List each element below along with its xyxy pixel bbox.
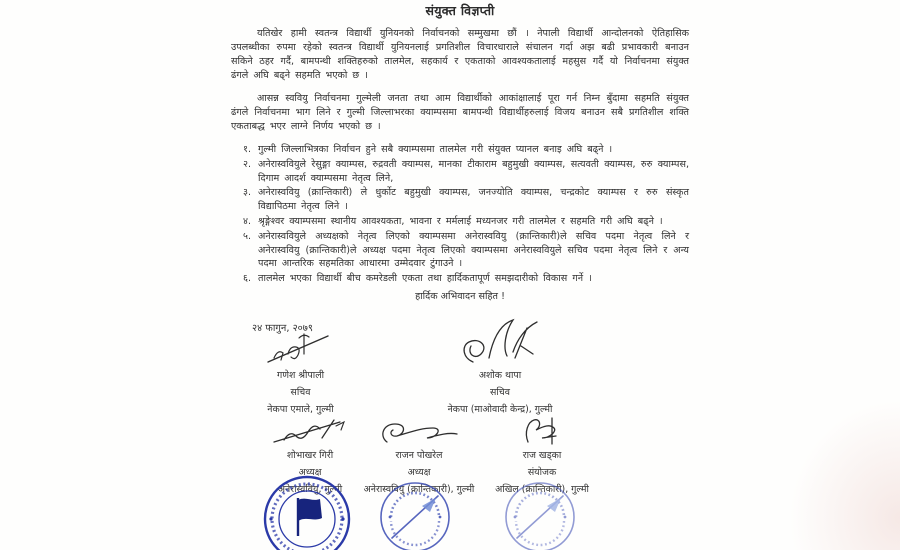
list-item-text: अनेरास्ववियुले रेसुङ्गा क्याम्पस, रुद्रवती क्याम्पस, मानका टीकाराम बहुमुखी क्याम्पस, सत्यवती क्याम्पस, रुरु क्याम्पस, दिगाम आदर्श क्याम्पसमा नेतृत्व लिने, [258, 158, 689, 184]
signatory-org: नेकपा एमाले, गुल्मी [267, 404, 334, 415]
document-title: संयुक्त विज्ञप्ती [425, 3, 495, 18]
list-item-text: तालमेल भएका विद्यार्थी बीच कमरेडली एकता तथा हार्दिकतापूर्ण समझदारीको विकास गर्ने । [258, 273, 592, 285]
document-body [231, 2, 689, 302]
signature-ashok-icon [455, 318, 545, 366]
signatory-org: अखिल (क्रान्तिकारी), गुल्मी [495, 484, 589, 495]
signatory-name: गणेश श्रीपाली [276, 370, 324, 381]
date-line: २४ फागुन, २०७९ [252, 323, 313, 334]
paragraph-1: यतिखेर हामी स्वतन्त्र विद्यार्थी युनियनको निर्वाचनको सम्मुखमा छौं । नेपाली विद्यार्थी आन्दोलनको ऐतिहासिक उपलब्धीका रुपमा रहेको स्वतन्त्र विद्यार्थी युनियनलाई प्रगतिशील विचारधाराले संचालन गर्दा अझ बढी प्रभावकारी बनाउन सकिने ठहर गर्दै, बामपन्थी शक्तिहरुको तालमेल, सहकार्य र एकताको आवश्यकतालाई महसुस गर्दै यो निर्वाचनमा संयुक्त ढंगले अघि बढ्ने सहमति भएको छ । [231, 28, 689, 81]
signatory-org: अनेरास्ववियु, गुल्मी [277, 484, 343, 495]
list-item [231, 158, 689, 186]
list-item-text: श्रृङ्गेश्वर क्याम्पसमा स्थानीय आवश्यकता, भावना र मर्मलाई मध्यनजर गरी तालमेल र सहमति गरी अघि बढ्ने । [258, 215, 663, 227]
signature-shobhakhar-icon [270, 418, 350, 446]
signatory-org: अनेरास्ववियु (क्रान्तिकारी), गुल्मी [363, 484, 475, 495]
list-item [231, 215, 689, 229]
signatory-name: राजन पोखरेल [395, 450, 443, 461]
paragraph-2: आसन्न स्ववियु निर्वाचनमा गुल्मेली जनता तथा आम विद्यार्थीको आकांक्षालाई पूरा गर्न निम्न बुँदामा सहमति संयुक्त ढंगले निर्वाचनमा भाग लिने र गुल्मी जिल्लाभरका क्याम्पसमा बामपन्थी विद्यार्थीहरुलाई विजय बनाउन सबै प्रगतिशील शक्ति एकताबद्ध भएर लाग्ने निर्णय भएको छ । [231, 93, 689, 132]
signatory-role: सचिव [490, 387, 510, 398]
list-item [231, 186, 689, 214]
signatory-role: अध्यक्ष [407, 467, 431, 478]
flag-pole-stamp-faded-icon [503, 480, 577, 550]
signatory-name: अशोक थापा [478, 370, 522, 381]
signature-rajan-icon [377, 420, 461, 446]
signatory-ashok-thapa [420, 318, 580, 415]
closing-salutation: हार्दिक अभिवादन सहित ! [415, 290, 505, 302]
signatory-org: नेकपा (माओवादी केन्द्र), गुल्मी [447, 404, 553, 415]
signatory-role: सचिव [290, 387, 311, 398]
signature-raj-icon [520, 416, 564, 446]
list-item-number: १. [243, 144, 252, 155]
list-item-number: २. [243, 158, 252, 170]
agreement-points-list [231, 143, 689, 286]
signatory-name: राज खड्का [522, 450, 562, 461]
list-item-number: ६. [243, 273, 252, 285]
signature-ganesh-icon [266, 332, 336, 366]
list-item [231, 143, 689, 157]
list-item-text: अनेरास्ववियुले अध्यक्षको नेतृत्व लिएको क्याम्पसमा अनेरास्ववियु (क्रान्तिकारी)ले सचिव पदमा नेतृत्व लिने र अनेरास्ववियु (क्रान्तिकारी)ले अध्यक्ष पदमा नेतृत्व लिएको क्याम्पसमा अनेरास्ववियुले सचिव पदमा नेतृत्व लिने र अन्य पदमा आन्तरिक सहमतिका आधारमा उम्मेदवार टुंगाउने । [258, 230, 689, 270]
list-item-number: ३. [243, 187, 252, 199]
signatory-role: अध्यक्ष [298, 467, 322, 478]
signatory-role: संयोजक [527, 467, 557, 478]
list-item-number: ५. [243, 230, 252, 242]
flag-pole-stamp-icon [378, 480, 452, 550]
list-item [231, 230, 689, 271]
signatory-name: शोभाखर गिरी [286, 450, 334, 461]
list-item [231, 272, 689, 286]
list-item-text: गुल्मी जिल्लाभित्रका निर्वाचन हुने सबै क्याम्पसमा तालमेल गरी संयुक्त प्यानल बनाइ अघि बढ्ने । [258, 144, 613, 155]
signatory-ganesh-shripali [238, 332, 363, 415]
list-item-text: अनेरास्ववियु (क्रान्तिकारी) ले धुर्कोट बहुमुखी क्याम्पस, जनज्योति क्याम्पस, चन्द्रकोट क्याम्पस र रुरु संस्कृत विद्यापिठमा नेतृत्व लिने । [258, 187, 689, 213]
list-item-number: ४. [243, 215, 252, 227]
party-flag-stamp-icon [262, 474, 352, 550]
